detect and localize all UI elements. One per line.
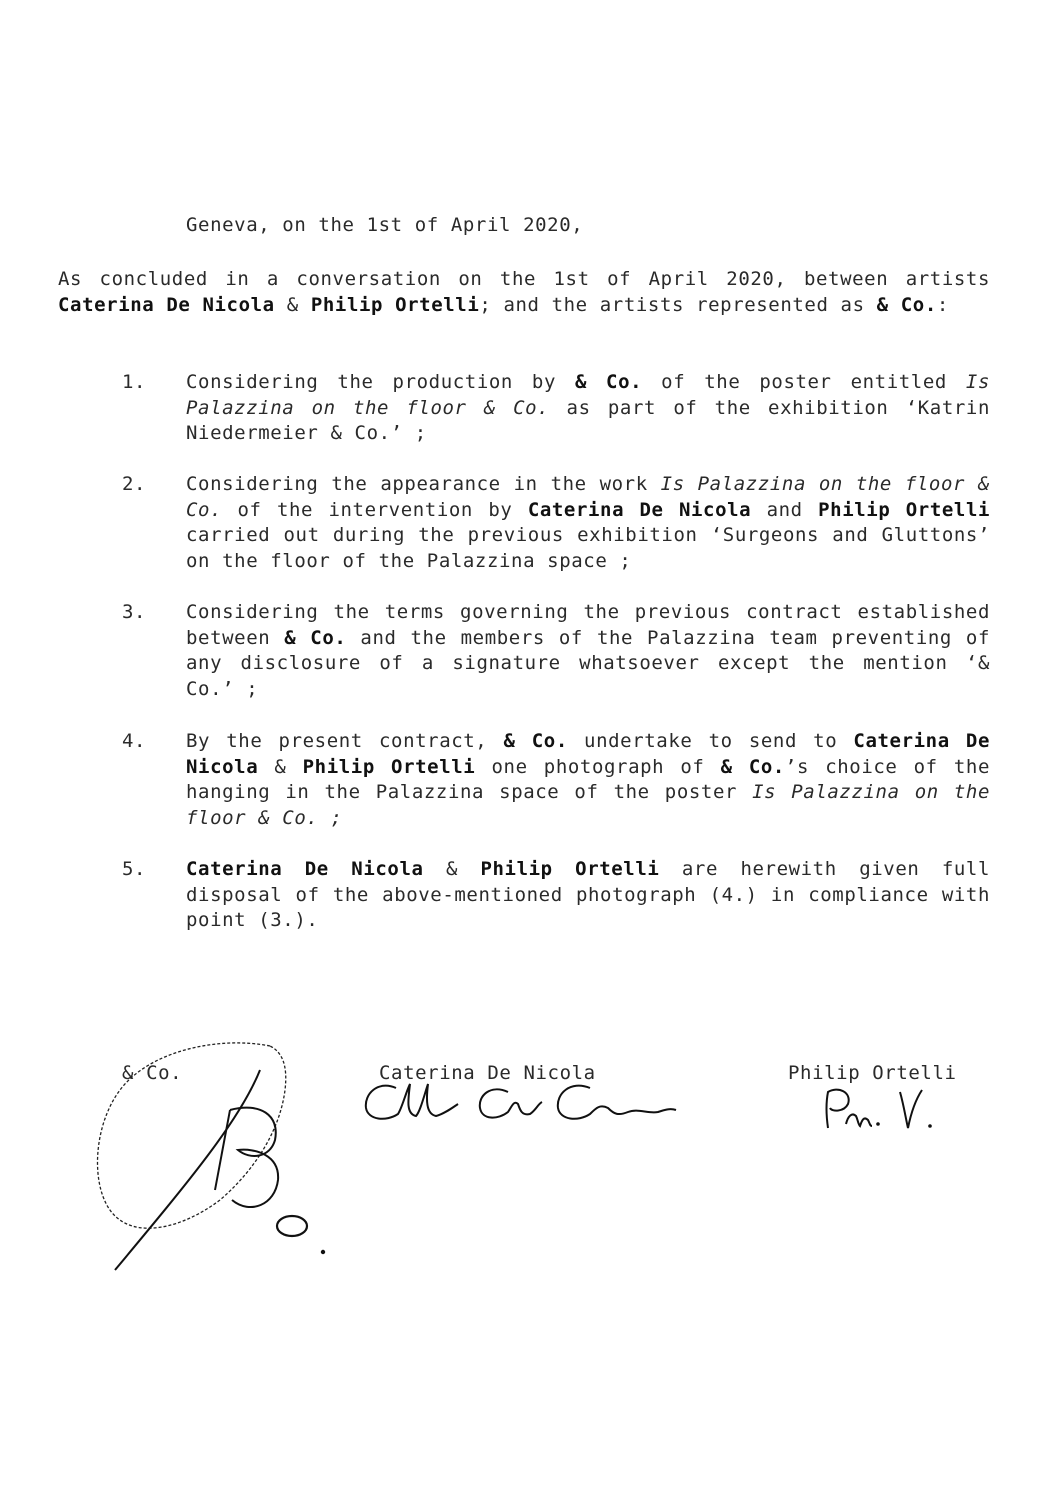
co-name: & Co. bbox=[720, 755, 785, 778]
clause-fragment: and the members of the Palazzina team preventing of any disclosure of a signature whatsoever except the mention ‘& Co.’ ; bbox=[186, 626, 991, 701]
clause-fragment: Considering the production by bbox=[186, 371, 576, 393]
co-name: & Co. bbox=[575, 371, 643, 393]
artist-name: Philip Ortelli bbox=[310, 294, 480, 316]
clause-fragment: Considering the terms governing the previous contract established between bbox=[186, 601, 990, 649]
work-title: Is Palazzina on the floor & Co. bbox=[186, 473, 990, 521]
signature-label-co: & Co. bbox=[122, 1062, 183, 1084]
clause-fragment: carried out during the previous exhibition ‘Surgeons and Gluttons’ on the floor of the Palazzina space ; bbox=[186, 524, 990, 573]
ampersand: & bbox=[274, 294, 311, 316]
signature-label-caterina: Caterina De Nicola bbox=[379, 1062, 596, 1084]
artist-name: Caterina De Nicola bbox=[58, 294, 275, 316]
clause-number: 3. bbox=[122, 601, 147, 623]
work-title: Is Palazzina on the floor & Co. ; bbox=[186, 781, 990, 830]
signature-philip bbox=[818, 1084, 948, 1134]
artist-name: Philip Ortelli bbox=[818, 498, 991, 521]
co-name: & Co. bbox=[876, 294, 937, 316]
intro-text: : bbox=[936, 294, 949, 316]
ampersand: & bbox=[258, 755, 303, 778]
clause-fragment: one photograph of bbox=[475, 755, 721, 778]
artist-name: Philip Ortelli bbox=[480, 858, 660, 880]
clause-fragment: are herewith given full disposal of the above-mentioned photograph (4.) in compliance with point (3.). bbox=[186, 858, 991, 932]
clause-fragment: and bbox=[751, 498, 819, 521]
work-title: Is Palazzina on the floor & Co. bbox=[186, 371, 990, 419]
clause-text bbox=[186, 857, 990, 934]
clause-number: 5. bbox=[122, 858, 147, 880]
clause-fragment: as part of the exhibition ‘Katrin Niedermeier & Co.’ ; bbox=[186, 396, 990, 445]
signature-co bbox=[80, 1030, 340, 1280]
intro-paragraph bbox=[58, 266, 990, 318]
co-name: & Co. bbox=[284, 626, 347, 649]
clause-number: 4. bbox=[122, 730, 147, 752]
signature-caterina bbox=[358, 1074, 678, 1134]
date-line: Geneva, on the 1st of April 2020, bbox=[186, 214, 584, 236]
clause-fragment: of the intervention by bbox=[222, 498, 528, 521]
clause-fragment: By the present contract, bbox=[186, 730, 504, 752]
clause-number: 2. bbox=[122, 473, 147, 495]
clause-text bbox=[186, 600, 990, 703]
clause-text bbox=[186, 370, 990, 447]
artist-name: Philip Ortelli bbox=[302, 755, 476, 778]
clause-fragment: ’s choice of the hanging in the Palazzina space of the poster bbox=[186, 755, 991, 804]
clause-fragment: of the poster entitled bbox=[642, 371, 966, 393]
artist-name: Caterina De Nicola bbox=[527, 498, 752, 521]
artist-name: Caterina De Nicola bbox=[186, 730, 990, 778]
clause-number: 1. bbox=[122, 371, 147, 393]
signature-label-philip: Philip Ortelli bbox=[788, 1062, 957, 1084]
artist-name: Caterina De Nicola bbox=[186, 858, 424, 880]
ampersand: & bbox=[423, 858, 481, 880]
clause-fragment: undertake to send to bbox=[567, 730, 854, 752]
clause-fragment: Considering the appearance in the work bbox=[186, 473, 661, 495]
intro-text: ; and the artists represented as bbox=[479, 294, 877, 316]
clause-text bbox=[186, 729, 990, 832]
clause-text bbox=[186, 472, 990, 575]
intro-text: As concluded in a conversation on the 1st of April 2020, between artists bbox=[58, 268, 990, 290]
co-name: & Co. bbox=[503, 730, 568, 752]
